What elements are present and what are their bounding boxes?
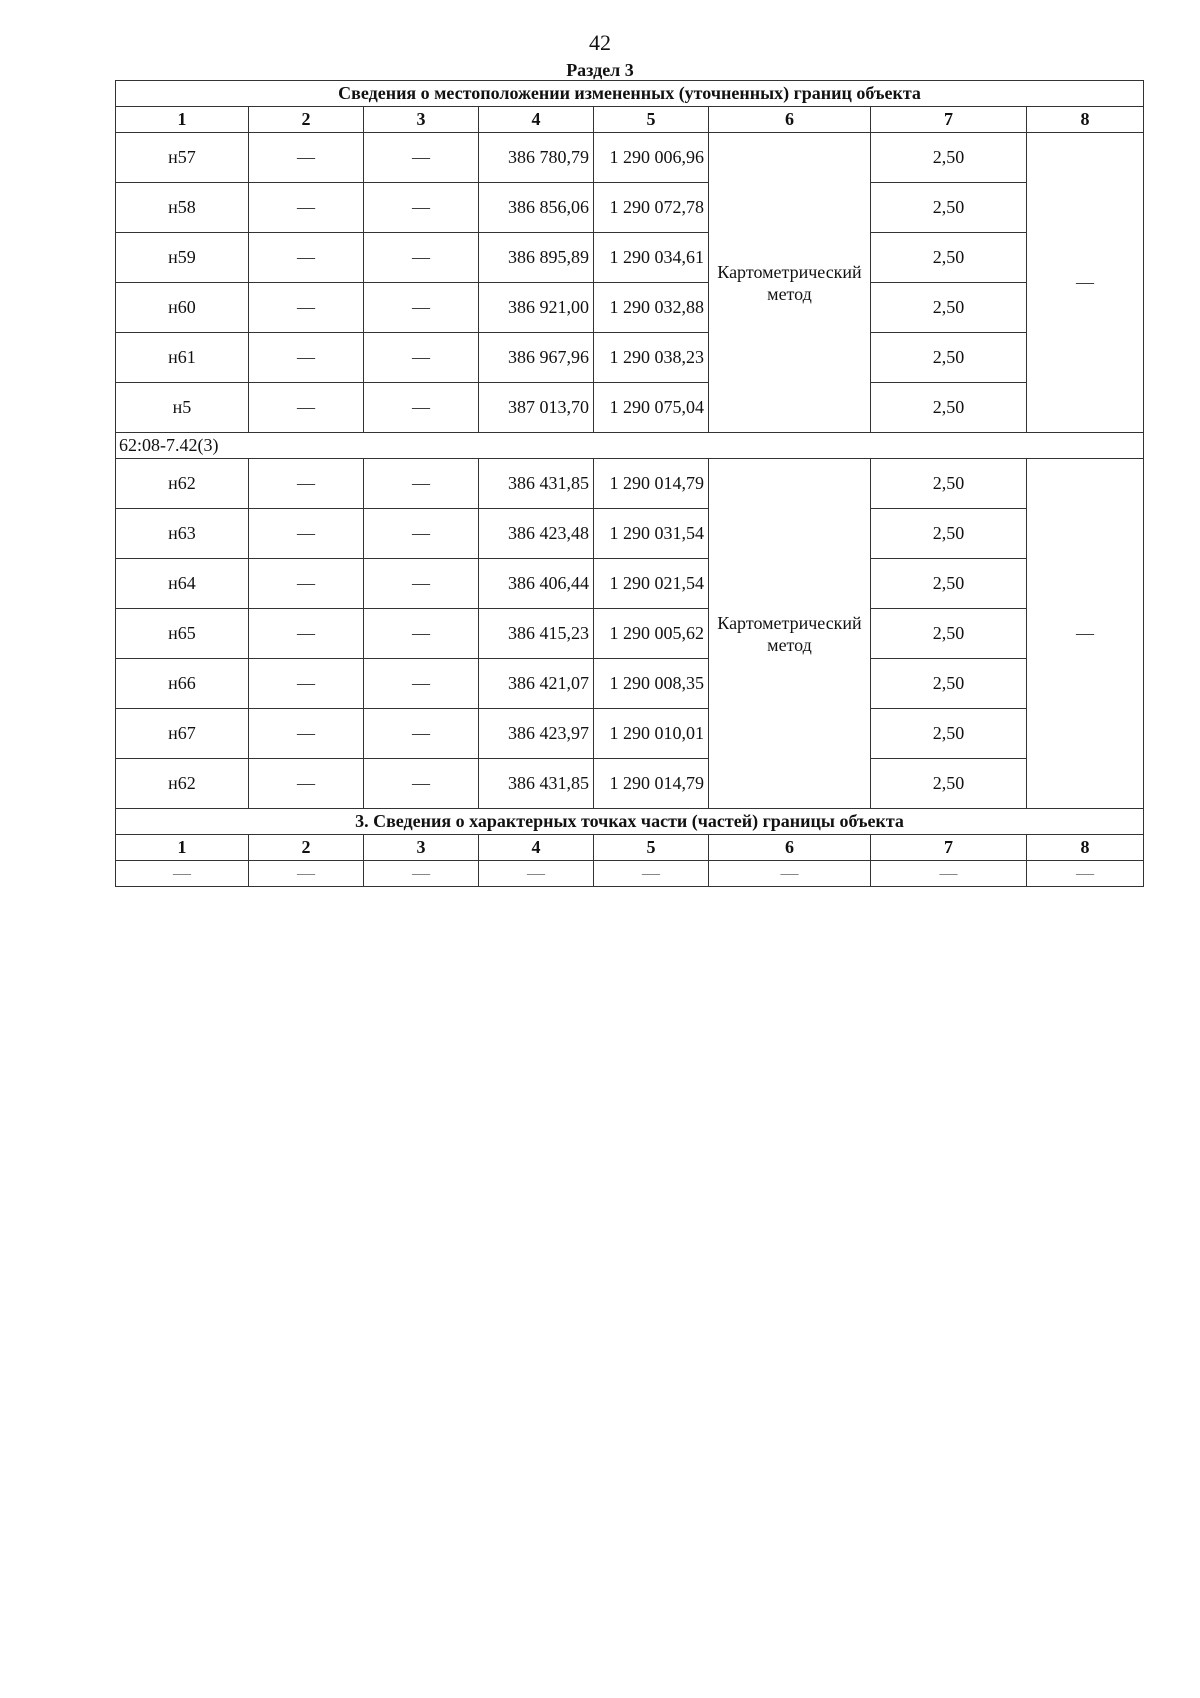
method-cell: Картометрический метод: [709, 133, 871, 433]
cell-col3: —: [364, 509, 479, 559]
point-name: н5: [116, 383, 249, 433]
empty-cell: —: [871, 861, 1027, 887]
table-row: [116, 509, 1144, 559]
subsection-column-number-row: [116, 835, 1144, 861]
coordinate-x: 386 415,23: [479, 609, 594, 659]
cell-col2: —: [249, 709, 364, 759]
cell-col3: —: [364, 183, 479, 233]
point-name: н62: [116, 459, 249, 509]
table-row: [116, 333, 1144, 383]
coordinate-x: 386 895,89: [479, 233, 594, 283]
point-name: н57: [116, 133, 249, 183]
table-row: [116, 183, 1144, 233]
subsection-title: 3. Сведения о характерных точках части (частей) границы объекта: [116, 809, 1144, 835]
column-number: 2: [249, 107, 364, 133]
table-row: [116, 709, 1144, 759]
coordinate-x: 386 967,96: [479, 333, 594, 383]
coordinate-x: 386 406,44: [479, 559, 594, 609]
parcel-label: 62:08-7.42(3): [116, 433, 1144, 459]
table-row: [116, 659, 1144, 709]
coordinate-x: 386 421,07: [479, 659, 594, 709]
cell-col3: —: [364, 333, 479, 383]
point-name: н59: [116, 233, 249, 283]
point-name: н63: [116, 509, 249, 559]
column-number: 8: [1027, 107, 1144, 133]
column-number: 8: [1027, 835, 1144, 861]
column-number: 1: [116, 835, 249, 861]
boundary-table: [115, 80, 1144, 887]
coordinate-y: 1 290 008,35: [594, 659, 709, 709]
point-name: н60: [116, 283, 249, 333]
cell-col2: —: [249, 609, 364, 659]
point-name: н64: [116, 559, 249, 609]
coordinate-y: 1 290 032,88: [594, 283, 709, 333]
coordinate-y: 1 290 034,61: [594, 233, 709, 283]
coordinate-y: 1 290 005,62: [594, 609, 709, 659]
section-title: Раздел 3: [566, 60, 634, 80]
empty-cell: —: [594, 861, 709, 887]
empty-cell: —: [479, 861, 594, 887]
point-name: н66: [116, 659, 249, 709]
accuracy: 2,50: [871, 559, 1027, 609]
cell-col3: —: [364, 659, 479, 709]
cell-col2: —: [249, 183, 364, 233]
accuracy: 2,50: [871, 709, 1027, 759]
empty-cell: —: [1027, 861, 1144, 887]
accuracy: 2,50: [871, 509, 1027, 559]
empty-cell: —: [709, 861, 871, 887]
accuracy: 2,50: [871, 759, 1027, 809]
column-number: 7: [871, 835, 1027, 861]
column-number: 6: [709, 835, 871, 861]
column-number: 4: [479, 107, 594, 133]
cell-col2: —: [249, 283, 364, 333]
col8-cell: —: [1027, 133, 1144, 433]
column-number: 3: [364, 835, 479, 861]
cell-col2: —: [249, 333, 364, 383]
cell-col3: —: [364, 759, 479, 809]
column-number: 6: [709, 107, 871, 133]
accuracy: 2,50: [871, 459, 1027, 509]
method-cell: Картометрический метод: [709, 459, 871, 809]
point-name: н62: [116, 759, 249, 809]
point-name: н65: [116, 609, 249, 659]
coordinate-y: 1 290 072,78: [594, 183, 709, 233]
coordinate-x: 386 423,48: [479, 509, 594, 559]
cell-col3: —: [364, 459, 479, 509]
column-number: 7: [871, 107, 1027, 133]
accuracy: 2,50: [871, 183, 1027, 233]
cell-col3: —: [364, 609, 479, 659]
empty-cell: —: [249, 861, 364, 887]
column-number: 5: [594, 107, 709, 133]
cell-col2: —: [249, 383, 364, 433]
coordinate-x: 386 431,85: [479, 759, 594, 809]
empty-cell: —: [364, 861, 479, 887]
subsection-title-row: [116, 809, 1144, 835]
table-row: [116, 459, 1144, 509]
coordinate-y: 1 290 031,54: [594, 509, 709, 559]
table-row: [116, 759, 1144, 809]
cell-col2: —: [249, 559, 364, 609]
coordinate-y: 1 290 014,79: [594, 759, 709, 809]
coordinate-y: 1 290 021,54: [594, 559, 709, 609]
coordinate-x: 386 856,06: [479, 183, 594, 233]
cell-col2: —: [249, 659, 364, 709]
point-name: н61: [116, 333, 249, 383]
cell-col2: —: [249, 233, 364, 283]
column-number: 4: [479, 835, 594, 861]
cell-col2: —: [249, 459, 364, 509]
column-number: 5: [594, 835, 709, 861]
coordinate-x: 386 431,85: [479, 459, 594, 509]
column-number-row: [116, 107, 1144, 133]
cell-col3: —: [364, 559, 479, 609]
cell-col3: —: [364, 709, 479, 759]
column-number: 3: [364, 107, 479, 133]
cell-col3: —: [364, 133, 479, 183]
table-row: [116, 233, 1144, 283]
cell-col2: —: [249, 509, 364, 559]
coordinate-y: 1 290 014,79: [594, 459, 709, 509]
table-title: Сведения о местоположении измененных (уточненных) границ объекта: [116, 81, 1144, 107]
empty-cell: —: [116, 861, 249, 887]
column-number: 1: [116, 107, 249, 133]
subsection-empty-row: [116, 861, 1144, 887]
column-number: 2: [249, 835, 364, 861]
accuracy: 2,50: [871, 233, 1027, 283]
coordinate-x: 387 013,70: [479, 383, 594, 433]
col8-cell: —: [1027, 459, 1144, 809]
coordinate-y: 1 290 010,01: [594, 709, 709, 759]
accuracy: 2,50: [871, 659, 1027, 709]
coordinate-y: 1 290 038,23: [594, 333, 709, 383]
table-row: [116, 609, 1144, 659]
cell-col2: —: [249, 759, 364, 809]
coordinate-x: 386 780,79: [479, 133, 594, 183]
accuracy: 2,50: [871, 383, 1027, 433]
coordinate-y: 1 290 075,04: [594, 383, 709, 433]
point-name: н67: [116, 709, 249, 759]
point-name: н58: [116, 183, 249, 233]
coordinate-y: 1 290 006,96: [594, 133, 709, 183]
table-row: [116, 383, 1144, 433]
table-row: [116, 133, 1144, 183]
coordinate-x: 386 921,00: [479, 283, 594, 333]
accuracy: 2,50: [871, 609, 1027, 659]
coordinate-x: 386 423,97: [479, 709, 594, 759]
cell-col2: —: [249, 133, 364, 183]
table-row: [116, 559, 1144, 609]
cell-col3: —: [364, 283, 479, 333]
accuracy: 2,50: [871, 283, 1027, 333]
parcel-row: [116, 433, 1144, 459]
page-number: 42: [589, 30, 611, 55]
cell-col3: —: [364, 383, 479, 433]
table-title-row: [116, 81, 1144, 107]
cell-col3: —: [364, 233, 479, 283]
table-row: [116, 283, 1144, 333]
accuracy: 2,50: [871, 133, 1027, 183]
accuracy: 2,50: [871, 333, 1027, 383]
